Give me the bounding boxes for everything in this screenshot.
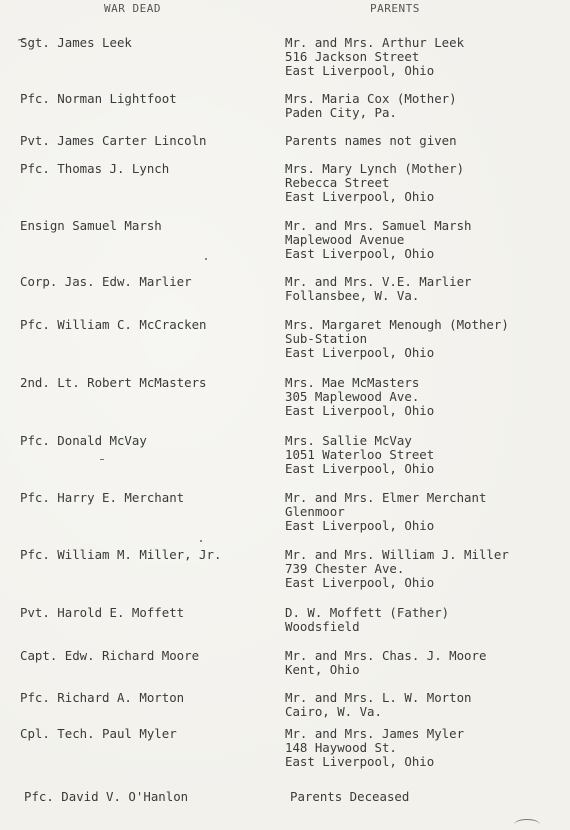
parents-line: Glenmoor [285, 504, 345, 520]
parents-line: Mr. and Mrs. L. W. Morton [285, 690, 472, 705]
parents-block [285, 606, 449, 634]
parents-block [285, 548, 509, 591]
soldier-name: Sgt. James Leek [20, 35, 132, 50]
parents-line: Mrs. Mary Lynch (Mother) [285, 161, 465, 176]
stray-mark [200, 540, 202, 542]
parents-line: Cairo, W. Va. [285, 704, 382, 720]
parents-line: East Liverpool, Ohio [285, 518, 435, 534]
parents-block [285, 691, 472, 719]
parents-line: Rebecca Street [285, 175, 390, 191]
parents-block [285, 727, 464, 770]
soldier-name: Pfc. Thomas J. Lynch [20, 161, 170, 176]
soldier-name: Ensign Samuel Marsh [20, 218, 162, 233]
soldier-name: Pfc. David V. O'Hanlon [24, 789, 189, 804]
parents-block [285, 219, 472, 262]
soldier-name: Pvt. Harold E. Moffett [20, 605, 185, 620]
parents-line: East Liverpool, Ohio [285, 63, 435, 79]
parents-line: East Liverpool, Ohio [285, 461, 435, 477]
soldier-name: Corp. Jas. Edw. Marlier [20, 274, 192, 289]
parents-line: 739 Chester Ave. [285, 561, 405, 577]
parents-block [290, 790, 409, 804]
parents-line: Kent, Ohio [285, 662, 360, 678]
parents-line: East Liverpool, Ohio [285, 403, 435, 419]
parents-line: East Liverpool, Ohio [285, 246, 435, 262]
stray-mark [100, 459, 104, 460]
parents-line: D. W. Moffett (Father) [285, 605, 450, 620]
soldier-name: Pvt. James Carter Lincoln [20, 133, 207, 148]
parents-block [285, 162, 464, 205]
soldier-name: Pfc. Norman Lightfoot [20, 91, 177, 106]
parents-line: East Liverpool, Ohio [285, 575, 435, 591]
parents-line: Maplewood Avenue [285, 232, 405, 248]
parents-line: East Liverpool, Ohio [285, 754, 435, 770]
parents-block [285, 36, 464, 79]
parents-line: Paden City, Pa. [285, 105, 397, 121]
parents-block [285, 434, 434, 477]
soldier-name: Pfc. William M. Miller, Jr. [20, 547, 222, 562]
soldier-name: Pfc. Harry E. Merchant [20, 490, 185, 505]
soldier-name: Pfc. William C. McCracken [20, 317, 207, 332]
parents-block [285, 134, 457, 148]
parents-line: Mr. and Mrs. William J. Miller [285, 547, 509, 562]
pencil-scribble [514, 819, 540, 830]
parents-line: Mr. and Mrs. V.E. Marlier [285, 274, 472, 289]
soldier-name: Capt. Edw. Richard Moore [20, 648, 200, 663]
parents-line: Woodsfield [285, 619, 360, 635]
parents-line: Mr. and Mrs. Elmer Merchant [285, 490, 487, 505]
parents-line: 305 Maplewood Ave. [285, 389, 420, 405]
parents-line: Mr. and Mrs. James Myler [285, 726, 465, 741]
parents-line: East Liverpool, Ohio [285, 345, 435, 361]
parents-line: Mrs. Maria Cox (Mother) [285, 91, 457, 106]
parents-line: Follansbee, W. Va. [285, 288, 420, 304]
soldier-name: Cpl. Tech. Paul Myler [20, 726, 177, 741]
parents-block [285, 649, 486, 677]
soldier-name: 2nd. Lt. Robert McMasters [20, 375, 207, 390]
parents-line: Mrs. Margaret Menough (Mother) [285, 317, 509, 332]
stray-mark [205, 258, 207, 260]
parents-line: Parents names not given [285, 133, 457, 148]
parents-line: 516 Jackson Street [285, 49, 420, 65]
parents-block [285, 318, 509, 361]
parents-line: East Liverpool, Ohio [285, 189, 435, 205]
parents-line: Mrs. Mae McMasters [285, 375, 420, 390]
parents-line: Mr. and Mrs. Arthur Leek [285, 35, 465, 50]
parents-line: Mr. and Mrs. Chas. J. Moore [285, 648, 487, 663]
parents-block [285, 376, 434, 419]
soldier-name: Pfc. Donald McVay [20, 433, 147, 448]
parents-line: Mrs. Sallie McVay [285, 433, 412, 448]
parents-block [285, 92, 457, 120]
parents-line: Sub-Station [285, 331, 368, 347]
soldier-name: Pfc. Richard A. Morton [20, 690, 185, 705]
war-dead-header: WAR DEAD [104, 2, 161, 15]
parents-header: PARENTS [370, 2, 420, 15]
parents-block [285, 275, 472, 303]
parents-line: 148 Haywood St. [285, 740, 397, 756]
parents-block [285, 491, 486, 534]
parents-line: Parents Deceased [290, 789, 410, 804]
parents-line: Mr. and Mrs. Samuel Marsh [285, 218, 472, 233]
parents-line: 1051 Waterloo Street [285, 447, 435, 463]
